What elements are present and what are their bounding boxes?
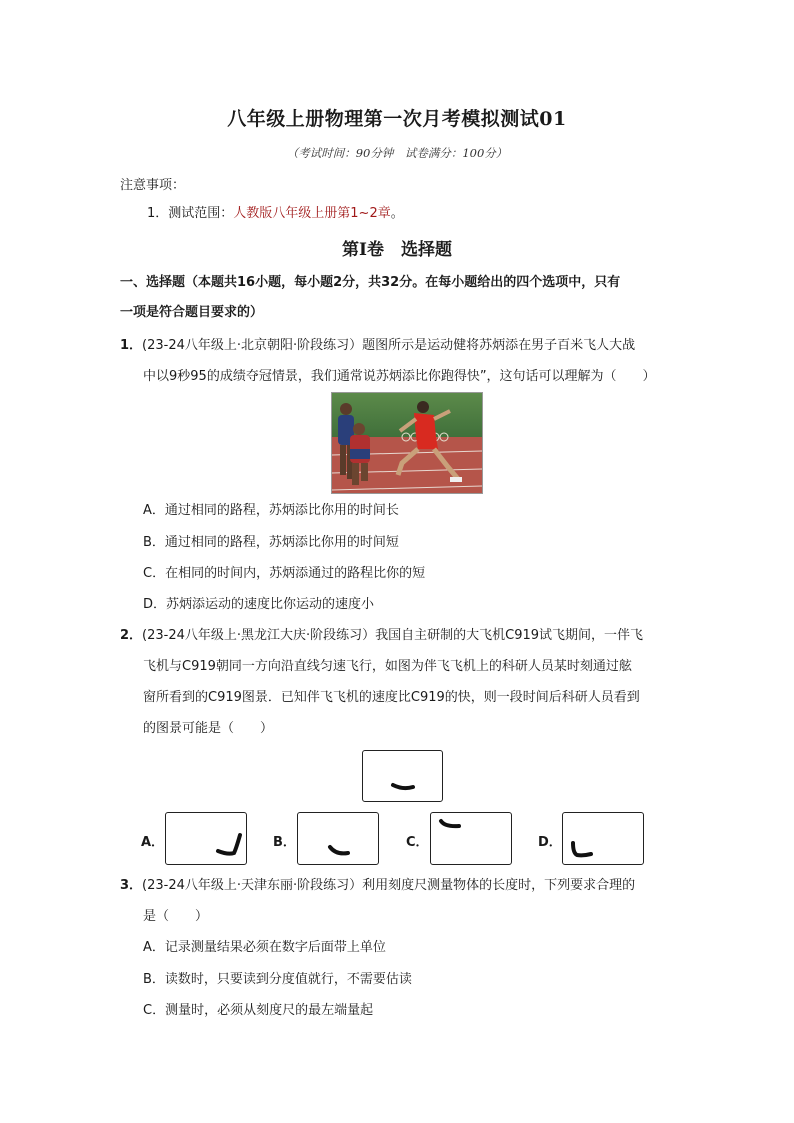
question-2-stem: (23-24八年级上·黑龙江大庆·阶段练习）我国自主研制的大飞机C919试飞期间，一伴飞 <box>142 628 644 643</box>
choice-a-image[interactable] <box>165 812 247 865</box>
notice-item <box>147 204 404 224</box>
choice-c-label: C． <box>406 835 429 850</box>
part1-instructions-line1: 一、选择题（本题共16小题，每小题2分，共32分。在每小题给出的四个选项中，只有 <box>120 275 621 290</box>
question-3-stem: (23-24八年级上·天津东丽·阶段练习）利用刻度尺测量物体的长度时，下列要求合理的 <box>142 878 636 893</box>
question-3-line2: 是（ ） <box>143 909 209 924</box>
question-1-stem: (23-24八年级上·北京朝阳·阶段练习）题图所示是运动健将苏炳添在男子百米飞人大战 <box>142 338 636 353</box>
choice-c-image[interactable] <box>430 812 512 865</box>
question-2-line1 <box>120 626 643 646</box>
question-3-line1 <box>120 876 635 896</box>
reference-window-view <box>362 750 443 802</box>
question-1-line2: 中以9秒95的成绩夺冠情景，我们通常说苏炳添比你跑得快”，这句话可以理解为（ ） <box>143 369 656 384</box>
question-number: 3． <box>120 878 143 893</box>
question-number: 1． <box>120 338 143 353</box>
choice-d-label: D． <box>538 835 562 850</box>
notice-item-suffix: 。 <box>390 206 404 221</box>
question-2-line3: 窗所看到的C919图景．已知伴飞飞机的速度比C919的快，则一段时间后科研人员看到 <box>143 690 640 705</box>
option-b: B．读数时，只要读到分度值就行，不需要估读 <box>143 972 412 987</box>
option-d: D．苏炳添运动的速度比你运动的速度小 <box>143 597 375 612</box>
choice-b-label: B． <box>273 835 296 850</box>
question-number: 2． <box>120 628 143 643</box>
option-b: B．通过相同的路程，苏炳添比你用的时间短 <box>143 535 399 550</box>
question-2-line2: 飞机与C919朝同一方向沿直线匀速飞行，如图为伴飞飞机上的科研人员某时刻通过舷 <box>143 659 632 674</box>
notice-item-highlight: 人教版八年级上册第1~2章 <box>233 206 391 221</box>
exam-info: （考试时间：90分钟 试卷满分：100分） <box>286 146 508 160</box>
option-a: A．通过相同的路程，苏炳添比你用的时间长 <box>143 503 399 518</box>
choice-d-image[interactable] <box>562 812 644 865</box>
question-2-line4: 的图景可能是（ ） <box>143 721 274 736</box>
page-title: 八年级上册物理第一次月考模拟测试01 <box>227 108 567 130</box>
option-c: C．在相同的时间内，苏炳添通过的路程比你的短 <box>143 566 426 581</box>
option-a: A．记录测量结果必须在数字后面带上单位 <box>143 940 386 955</box>
option-c: C．测量时，必须从刻度尺的最左端量起 <box>143 1003 374 1018</box>
part1-instructions-line2: 一项是符合题目要求的） <box>120 305 264 320</box>
choice-a-label: A． <box>141 835 165 850</box>
notice-item-prefix: 1．测试范围： <box>147 206 234 221</box>
question-1-line1 <box>120 336 635 356</box>
section-title: 第Ⅰ卷 选择题 <box>342 240 452 260</box>
notice-heading: 注意事项： <box>120 178 186 193</box>
choice-b-image[interactable] <box>297 812 379 865</box>
sprint-race-photo <box>331 392 483 494</box>
